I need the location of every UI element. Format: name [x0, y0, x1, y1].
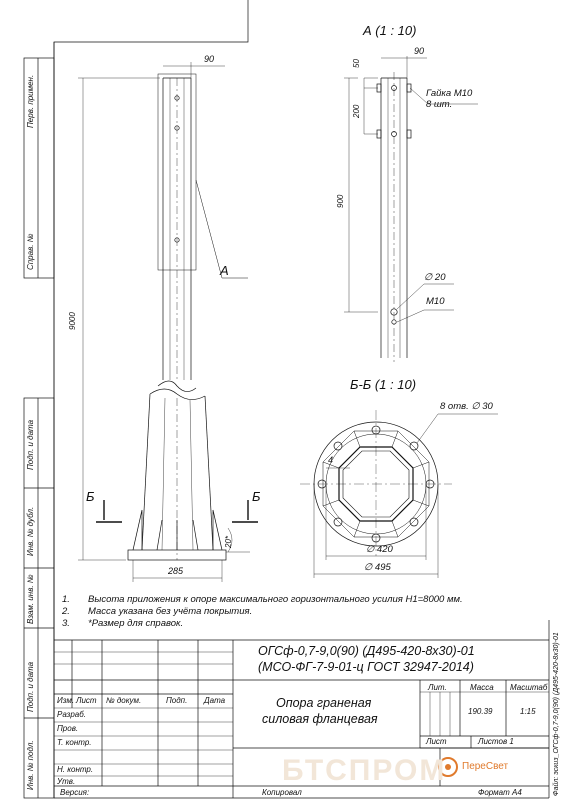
view-a-dim-50: 50 — [352, 59, 361, 68]
side-label-perv-primen: Перв. примен. — [26, 74, 35, 128]
section-mark-left: Б — [86, 489, 95, 504]
view-a-nut-label: Гайка М10 — [426, 88, 473, 99]
scale-value: 1:15 — [520, 707, 536, 716]
note-1-text: Высота приложения к опоре максимального горизонтального усилия H1=8000 мм. — [88, 594, 463, 605]
view-a-title: А (1 : 10) — [363, 23, 417, 38]
col-list: Лист — [76, 696, 97, 705]
row-tkontr: Т. контр. — [57, 738, 92, 747]
side-label-inv-podl: Инв. № подл. — [26, 740, 35, 790]
mass-value: 190.39 — [468, 707, 493, 716]
watermark: БТСПРОМ — [282, 754, 447, 787]
right-edge-filename: Файл: эскиз_ОГСф-0,7-9,0(90) (Д495-420-8х30)-01 — [553, 632, 560, 796]
side-label-sprav: Справ. № — [26, 233, 35, 270]
view-b-title: Б-Б (1 : 10) — [350, 377, 417, 392]
view-a-hole-dia: ∅ 20 — [424, 272, 446, 283]
note-3-num: 3. — [62, 618, 70, 629]
note-1-num: 1. — [62, 594, 70, 605]
cell-lit: Лит. — [428, 683, 447, 692]
brand-name: ПереСвет — [462, 761, 509, 772]
row-razrab: Разраб. — [57, 710, 86, 719]
view-a-dim-900: 900 — [336, 194, 345, 208]
cell-massa: Масса — [470, 683, 494, 692]
dim-base-285: 285 — [168, 566, 184, 576]
footer-copied: Копировал — [262, 788, 302, 797]
cell-masshtab: Масштаб — [510, 683, 548, 692]
cell-sheets: Листов 1 — [478, 737, 514, 746]
view-b-d-outer: ∅ 495 — [364, 562, 391, 573]
note-2-text: Масса указана без учёта покрытия. — [88, 606, 253, 617]
row-utv: Утв. — [57, 777, 76, 786]
dim-angle-20: 20* — [224, 535, 233, 548]
designation-line-1: ОГСф-0,7-9,0(90) (Д495-420-8х30)-01 — [258, 644, 475, 658]
col-data: Дата — [204, 696, 226, 705]
dim-height-9000: 9000 — [68, 312, 77, 330]
view-a-thread: М10 — [426, 296, 445, 307]
view-a-dim-200: 200 — [352, 104, 361, 118]
footer-format: Формат А4 — [478, 788, 522, 797]
note-3-text: *Размер для справок. — [88, 618, 184, 629]
product-name-line-2: силовая фланцевая — [262, 712, 378, 726]
cell-sheet: Лист — [426, 737, 447, 746]
product-name-line-1: Опора граненая — [276, 696, 372, 710]
side-label-vzam-inv: Взам. инв. № — [26, 574, 35, 624]
col-podp: Подп. — [166, 696, 188, 705]
designation-line-2: (МСО-ФГ-7-9-01-ц ГОСТ 32947-2014) — [258, 660, 474, 674]
side-label-inv-dubl: Инв. № дубл. — [26, 506, 35, 556]
section-mark-right: Б — [252, 489, 261, 504]
col-izm: Изм. — [57, 696, 75, 705]
callout-a: А — [220, 263, 229, 278]
note-2-num: 2. — [62, 606, 70, 617]
view-a-dim-90: 90 — [414, 46, 425, 56]
view-b-d-inner: ∅ 420 — [366, 544, 393, 555]
view-b-thickness: 4 — [328, 455, 334, 465]
row-prov: Пров. — [57, 724, 79, 733]
col-doc: № докум. — [106, 696, 142, 705]
dim-top-90: 90 — [204, 54, 215, 64]
footer-version: Версия: — [60, 788, 90, 797]
view-b-holes: 8 отв. ∅ 30 — [440, 401, 493, 412]
side-label-podp-data-2: Подп. и дата — [26, 661, 35, 712]
side-label-podp-data-1: Подп. и дата — [26, 419, 35, 470]
row-nkontr: Н. контр. — [57, 765, 94, 774]
view-a-nut-count: 8 шт. — [426, 99, 453, 110]
